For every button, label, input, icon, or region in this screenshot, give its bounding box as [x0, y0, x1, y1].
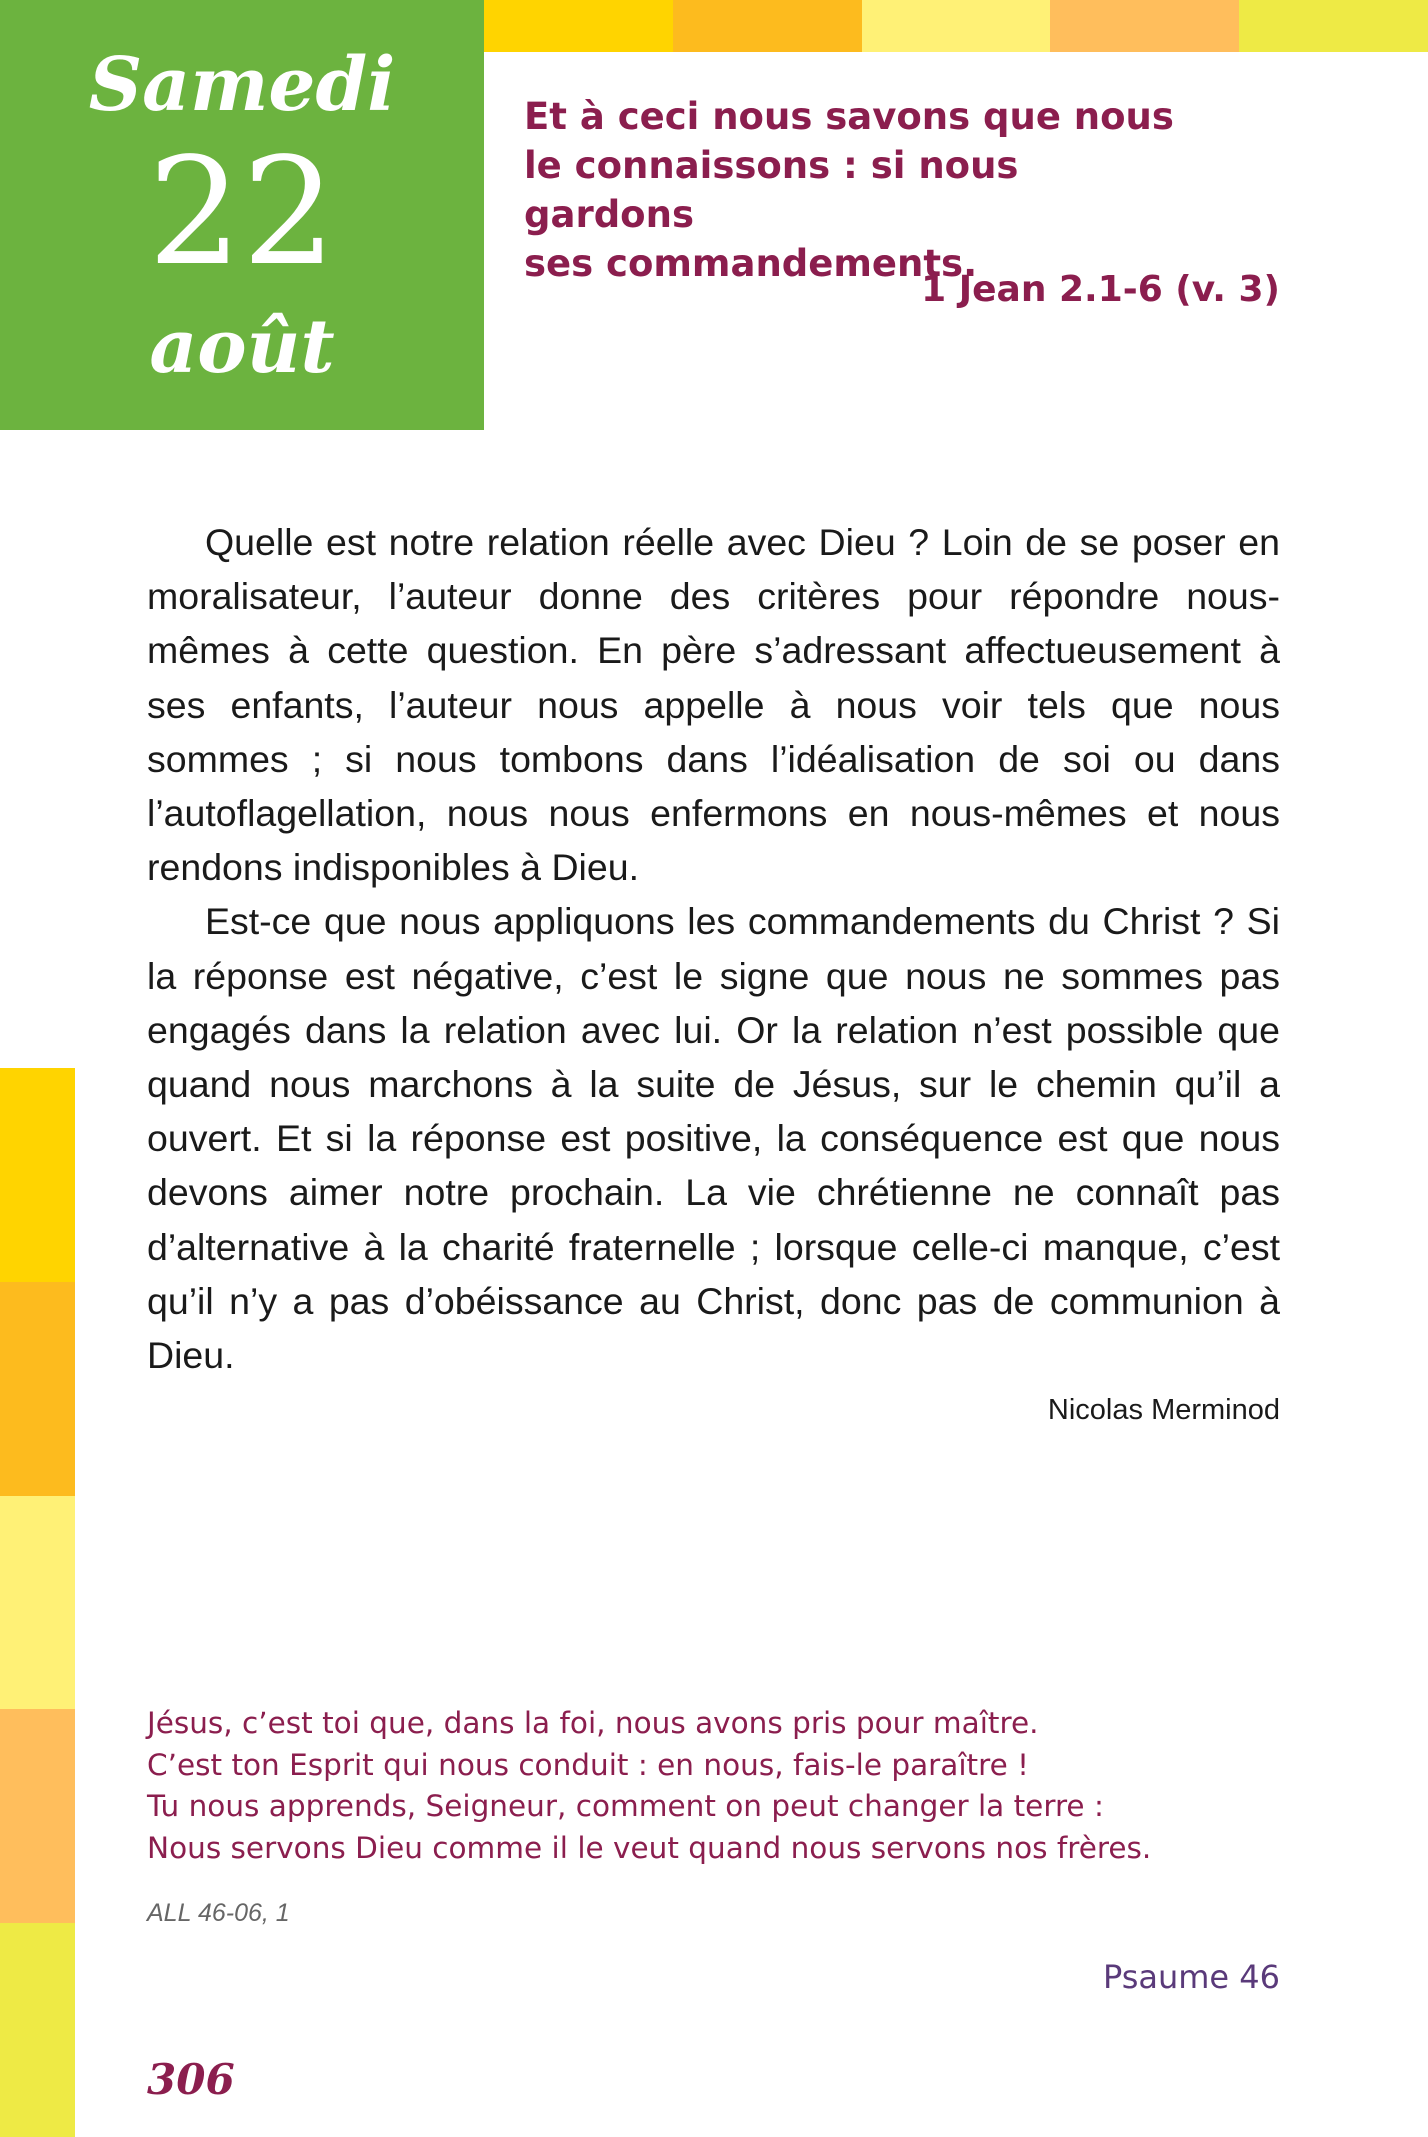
verse-line: ses commandements.: [524, 242, 978, 285]
strip-segment-amber: [0, 1282, 75, 1496]
date-block: [0, 0, 484, 430]
page-number: 306: [147, 2055, 235, 2104]
strip-segment-light-orange: [1050, 0, 1239, 52]
date-day: Samedi: [88, 42, 396, 128]
strip-segment-amber: [673, 0, 862, 52]
author-name: Nicolas Merminod: [1047, 1394, 1280, 1426]
paragraph: Quelle est notre relation réelle avec Dieu ? Loin de se poser en moralisateur, l’auteur donne des critères pour répondre nous-mêmes à cette question. En père s’adressant affectueusement à ses enfants, l’auteur nous appelle à nous voir tels que nous sommes ; si nous tombons dans l’idéalisation de soi ou dans l’autoflagellation, nous nous enfermons en nous-mêmes et nous rendons indisponibles à Dieu.: [147, 521, 1280, 889]
verse-line: le connaissons : si nous gardons: [524, 144, 1019, 236]
hymn-line: Jésus, c’est toi que, dans la foi, nous avons pris pour maître.: [147, 1706, 1039, 1740]
strip-segment-light-orange: [0, 1709, 75, 1923]
hymn-reference: ALL 46-06, 1: [147, 1899, 290, 1927]
top-color-strip: [484, 0, 1428, 52]
psalm-reference: Psaume 46: [1102, 1958, 1280, 1996]
strip-segment-yellow: [484, 0, 673, 52]
strip-segment-yellow: [0, 1068, 75, 1282]
date-month: août: [149, 304, 335, 390]
hymn-line: C’est ton Esprit qui nous conduit : en nous, fais-le paraître !: [147, 1747, 1029, 1782]
verse-line: Et à ceci nous savons que nous: [524, 95, 1174, 138]
date-number: 22: [147, 126, 337, 298]
hymn-line: Nous servons Dieu comme il le veut quand nous servons nos frères.: [147, 1830, 1152, 1865]
verse-reference: 1 Jean 2.1-6 (v. 3): [921, 269, 1280, 310]
bible-verse: [524, 92, 1184, 288]
side-color-strip: [0, 1068, 75, 2137]
paragraph: Est-ce que nous appliquons les commandements du Christ ? Si la réponse est négative, c’est le signe que nous ne sommes pas engagés dans la relation avec lui. Or la relation n’est possible que quand nous marchons à la suite de Jésus, sur le chemin qu’il a ouvert. Et si la réponse est positive, la conséquence est que nous devons aimer notre prochain. La vie chrétienne ne connaît pas d’alternative à la charité fraternelle ; lorsque celle-ci manque, c’est qu’il n’y a pas d’obéissance au Christ, donc pas de communion à Dieu.: [147, 900, 1280, 1377]
hymn-line: Tu nous apprends, Seigneur, comment on peut changer la terre :: [147, 1789, 1104, 1823]
strip-segment-light-yellow: [862, 0, 1051, 52]
meditation-text: [147, 515, 1280, 1382]
hymn-verse: [147, 1703, 1280, 1869]
strip-segment-lime: [1239, 0, 1428, 52]
strip-segment-light-yellow: [0, 1496, 75, 1710]
strip-segment-lime: [0, 1923, 75, 2137]
